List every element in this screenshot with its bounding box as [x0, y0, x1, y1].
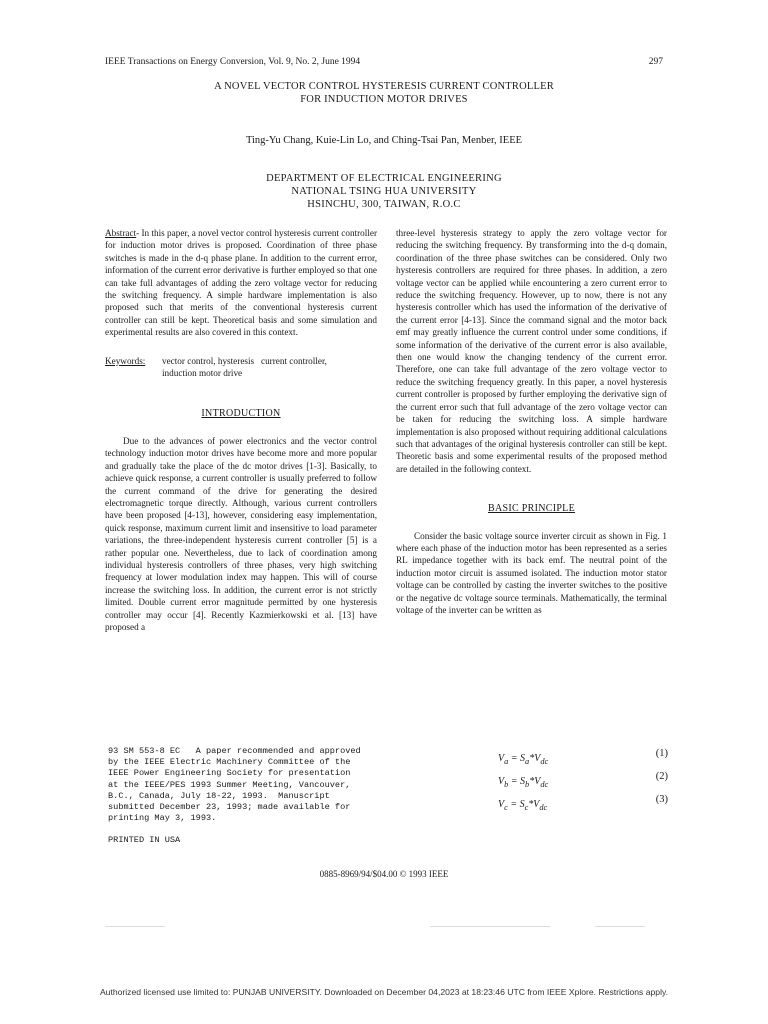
intro-continuation: three-level hysteresis strategy to apply the zero voltage vector for reducing the switching frequency. By transforming into the d-q domain, coordination of the three phase switches can be considered. Only two hysteresis controllers are required for three phases. In addition, a zero voltage vector can be applied while encountering a zero current error to reduce the switching frequency. However, up to now, there is not any hysteresis controller which has used the information of the derivative of the current error [4-13]. Since the command signal and the motor back emf may greatly influence the current control under some conditions, if some information of the derivative of the current error is also available, then one would know the changing tendency of the current error. Therefore, one can take full advantage of the zero voltage vector to reduce the switching frequency greatly. In this paper, a novel hysteresis current controller is proposed by further employing the derivative sign of the current error such that full advantage of the zero voltage vector can be taken for reducing the switching loss. A simple hardware implementation is also proposed without requiring additional calculations such that advantages of the original hysteresis controller can still be kept. Theoretic basis and some experimental results of the proposed method are detailed in the following context.	[396, 228, 667, 474]
footnote-line: printing May 3, 1993.	[108, 813, 217, 824]
abstract	[105, 227, 377, 339]
printed-in-usa: PRINTED IN USA	[108, 835, 181, 846]
author-list: Ting-Yu Chang, Kuie-Lin Lo, and Ching-Tsai Pan, Menber, IEEE	[245, 135, 523, 146]
title-line-1: A NOVEL VECTOR CONTROL HYSTERESIS CURRENT CONTROLLER	[214, 81, 554, 92]
keywords-line-1: vector control, hysteresis current controller,	[162, 355, 327, 366]
journal-citation: IEEE Transactions on Energy Conversion, Vol. 9, No. 2, June 1994	[105, 57, 361, 67]
copyright-line: 0885-8969/94/$04.00 © 1993 IEEE	[319, 869, 449, 879]
equation-3	[498, 794, 668, 817]
scan-artifact	[595, 926, 645, 927]
footnote-line: 93 SM 553-8 EC A paper recommended and approved	[108, 746, 361, 756]
introduction-text: Due to the advances of power electronics and the vector control technology induction motor drives have become more and more popular and gradually take the place of the dc motor drives [1-3]. Basically, to achieve quick response, a current controller is usually preferred to follow the current command of the drive for generating the desired electromagnetic torque directly. Although, various current controllers have been proposed [4-13], however, considering easy implementation, quick response, maximum current limit and insensitive to load parameter variations, the three-independent hysteresis current controller [5] is a rather popular one. Nevertheless, due to lack of coordination among individual hysteresis controllers of three phases, very high switching frequency at lower modulation index may happen. This will of course increase the switching loss. In addition, the current error is not strictly limited. Double current error magnitude permitted by one hysteresis controller may occur [4]. Recently Kazmierkowski et al. [13] have proposed a	[105, 435, 377, 632]
equation-block	[498, 748, 668, 817]
abstract-label: Abstract	[105, 228, 137, 238]
footnote-line: by the IEEE Electric Machinery Committee of the	[108, 757, 351, 768]
equation-1	[498, 748, 668, 771]
authorization-notice: Authorized licensed use limited to: PUNJAB UNIVERSITY. Downloaded on December 04,2023 at 18:23:46 UTC from IEEE Xplore. Restrictions apply.	[99, 987, 669, 997]
footnote-line: B.C., Canada, July 18-22, 1993. Manuscript	[108, 790, 330, 801]
scan-artifact	[430, 926, 550, 927]
basic-principle-text: Consider the basic voltage source inverter circuit as shown in Fig. 1 where each phase of the induction motor has been represented as a series RL impedance together with its back emf. The neutral point of the induction motor circuit is assumed isolated. The induction motor stator voltage can be controlled by casting the inverter switches to the positive or the negative dc voltage source terminals. Mathematically, the terminal voltage of the inverter can be written as	[396, 530, 667, 615]
page-number: 297	[648, 57, 663, 67]
footnote-line: IEEE Power Engineering Society for presentation	[108, 768, 351, 779]
manuscript-footnote	[108, 746, 383, 847]
keywords	[105, 355, 377, 380]
basic-principle-heading: BASIC PRINCIPLE	[487, 503, 575, 515]
abstract-text: - In this paper, a novel vector control hysteresis current controller for induction motor drives is proposed. Coordination of three phase switches is made in the d-q phase plane. In addition to the current error, information of the current error derivative is further employed so that one can take full advantages of adding the zero voltage vector for reducing the switching frequency. A simple hardware implementation is also proposed such that merits of the conventional hysteresis current controller can still be kept. Theoretical basis and some simulation and experimental results are also covered in this context.	[105, 228, 377, 338]
equation-3-number: (3)	[655, 794, 668, 805]
footnote-line: at the IEEE/PES 1993 Summer Meeting, Vancouver,	[108, 779, 351, 790]
introduction-heading: INTRODUCTION	[201, 408, 281, 420]
paper-title	[0, 80, 768, 106]
footnote-line: submitted December 23, 1993; made available for	[108, 802, 351, 813]
right-column	[396, 227, 667, 616]
affiliation-line-3: HSINCHU, 300, TAIWAN, R.O.C	[307, 199, 461, 210]
keywords-line-2: induction motor drive	[162, 368, 243, 379]
left-column	[105, 227, 377, 633]
equation-2-expr: $V_b = S_b*V_{dc}$	[498, 776, 549, 789]
affiliation-line-2: NATIONAL TSING HUA UNIVERSITY	[291, 186, 477, 197]
equation-2-number: (2)	[655, 771, 668, 782]
title-line-2: FOR INDUCTION MOTOR DRIVES	[300, 94, 468, 105]
affiliation-line-1: DEPARTMENT OF ELECTRICAL ENGINEERING	[266, 173, 502, 184]
equation-2	[498, 771, 668, 794]
scan-artifact	[105, 926, 165, 927]
affiliation	[0, 172, 768, 211]
keywords-label: Keywords:	[105, 355, 146, 366]
equation-3-expr: $V_c = S_c*V_{dc}$	[498, 799, 548, 812]
equation-1-expr: $V_a = S_a*V_{dc}$	[498, 753, 549, 766]
equation-1-number: (1)	[655, 748, 668, 759]
